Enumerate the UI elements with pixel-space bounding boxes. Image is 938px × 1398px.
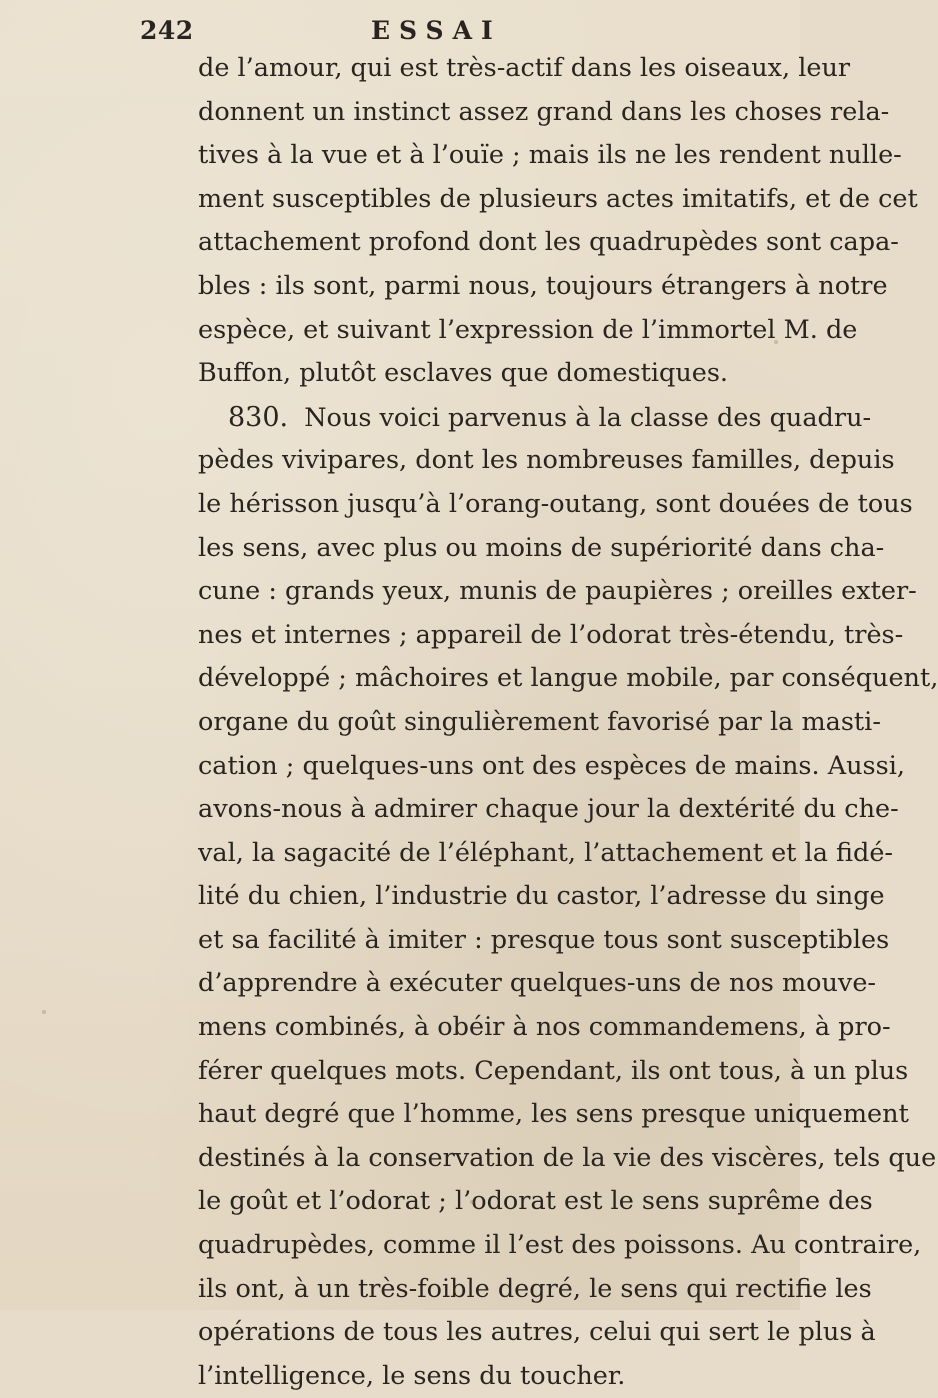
text-line: l’intelligence, le sens du toucher. (198, 1360, 626, 1391)
text-line: bles : ils sont, parmi nous, toujours étrangers à notre (198, 270, 888, 301)
section-first-line (198, 396, 872, 440)
body-text (198, 47, 938, 1398)
text-line: opérations de tous les autres, celui qui sert le plus à (198, 1317, 876, 1348)
text-line: ment susceptibles de plusieurs actes imitatifs, et de cet (198, 183, 918, 214)
text-line: cune : grands yeux, munis de paupières ; oreilles exter- (198, 576, 917, 607)
running-title: ESSAI (371, 16, 502, 45)
text-line: organe du goût singulièrement favorisé par la masti- (198, 706, 881, 737)
paper-speck (42, 1010, 46, 1014)
page-header (140, 16, 760, 48)
page-number: 242 (140, 16, 194, 45)
text-line: férer quelques mots. Cependant, ils ont tous, à un plus (198, 1055, 909, 1086)
text-line: espèce, et suivant l’expression de l’immortel M. de (198, 314, 858, 345)
text-line: avons-nous à admirer chaque jour la dextérité du che- (198, 794, 899, 825)
text-line: d’apprendre à exécuter quelques-uns de nos mouve- (198, 968, 877, 999)
text-line: mens combinés, à obéir à nos commandemens, à pro- (198, 1012, 891, 1043)
text-line: tives à la vue et à l’ouïe ; mais ils ne les rendent nulle- (198, 140, 902, 171)
text-line: pèdes vivipares, dont les nombreuses familles, depuis (198, 445, 895, 476)
text-line: les sens, avec plus ou moins de supériorité dans cha- (198, 532, 885, 563)
text-line: val, la sagacité de l’éléphant, l’attachement et la fidé- (198, 837, 894, 868)
text-line: et sa facilité à imiter : presque tous sont susceptibles (198, 924, 890, 955)
text-line: cation ; quelques-uns ont des espèces de mains. Aussi, (198, 750, 905, 781)
text-line: nes et internes ; appareil de l’odorat très-étendu, très- (198, 619, 904, 650)
text-line: de l’amour, qui est très-actif dans les oiseaux, leur (198, 53, 851, 83)
text-line: donnent un instinct assez grand dans les choses rela- (198, 96, 890, 127)
text-line: haut degré que l’homme, les sens presque uniquement (198, 1099, 909, 1130)
text-line: attachement profond dont les quadrupèdes sont capa- (198, 227, 899, 258)
text-line: Buffon, plutôt esclaves que domestiques. (198, 358, 729, 389)
section-number: 830. (228, 401, 289, 433)
paper-speck (470, 1200, 474, 1204)
text-line: destinés à la conservation de la vie des viscères, tels que (198, 1142, 937, 1173)
text-line: ils ont, à un très-foible degré, le sens qui rectifie les (198, 1273, 872, 1304)
text-line: le goût et l’odorat ; l’odorat est le sens suprême des (198, 1186, 873, 1217)
text-line: le hérisson jusqu’à l’orang-outang, sont douées de tous (198, 488, 913, 519)
text-line: développé ; mâchoires et langue mobile, par conséquent, (198, 663, 938, 694)
text-line: lité du chien, l’industrie du castor, l’adresse du singe (198, 881, 885, 912)
paper-speck (774, 340, 778, 344)
section-first-line-text: Nous voici parvenus à la classe des quadru- (304, 402, 872, 433)
text-line: quadrupèdes, comme il l’est des poissons. Au contraire, (198, 1230, 922, 1261)
